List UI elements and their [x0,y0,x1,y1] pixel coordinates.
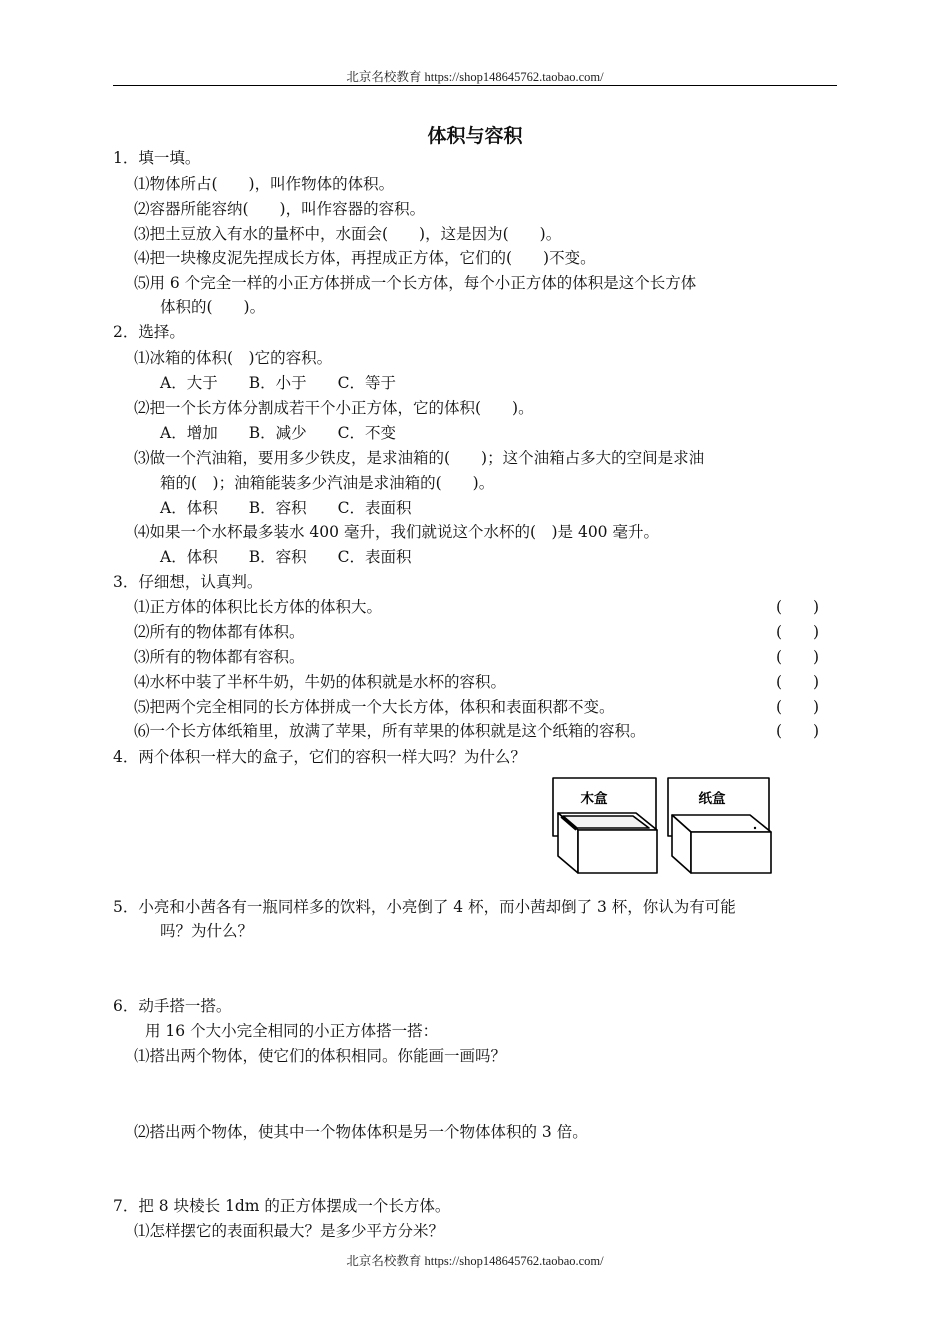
q1-item-4: ⑷把一块橡皮泥先捏成长方体，再捏成正方体，它们的( )不变。 [134,249,596,267]
q2-item-3: ⑶做一个汽油箱，要用多少铁皮，是求油箱的( )；这个油箱占多大的空间是求油 [134,449,705,467]
q2-item-3-cont: 箱的( )；油箱能装多少汽油是求油箱的( )。 [160,474,495,492]
q3-item-6: ⑹一个长方体纸箱里，放满了苹果，所有苹果的体积就是这个纸箱的容积。 [134,722,646,740]
q6-item-1: ⑴搭出两个物体，使它们的体积相同。你能画一画吗？ [134,1047,507,1065]
q1-item-5-cont: 体积的( )。 [160,298,266,316]
page-footer: 北京名校教育 https://shop148645762.taobao.com/ [346,1254,604,1268]
q3-answer-paren-6: ( ) [776,722,820,740]
q1-item-3: ⑶把土豆放入有水的量杯中，水面会( )，这是因为( )。 [134,225,562,243]
q2-heading: 2．选择。 [113,323,185,341]
q3-answer-paren-5: ( ) [776,698,820,716]
boxes-illustration [550,775,775,877]
q4-heading: 4．两个体积一样大的盒子，它们的容积一样大吗？为什么？ [113,748,526,766]
q3-item-5: ⑸把两个完全相同的长方体拼成一个大长方体，体积和表面积都不变。 [134,698,615,716]
q2-options-1: A．大于 B．小于 C．等于 [160,374,396,392]
q3-answer-paren-1: ( ) [776,598,820,616]
q7-item-1: ⑴怎样摆它的表面积最大？是多少平方分米？ [134,1222,445,1240]
q5-line-1: 5．小亮和小茜各有一瓶同样多的饮料，小亮倒了 4 杯，而小茜却倒了 3 杯，你认为有可能 [113,898,736,916]
page-header: 北京名校教育 https://shop148645762.taobao.com/ [346,70,604,84]
q2-options-3: A．体积 B．容积 C．表面积 [160,499,412,517]
q1-heading: 1．填一填。 [113,149,201,167]
q3-item-3: ⑶所有的物体都有容积。 [134,648,305,666]
q3-item-1: ⑴正方体的体积比长方体的体积大。 [134,598,383,616]
q2-options-2: A．增加 B．减少 C．不变 [160,424,396,442]
q2-options-4: A．体积 B．容积 C．表面积 [160,548,412,566]
paper-box-label: 纸盒 [698,791,726,807]
q3-answer-paren-3: ( ) [776,648,820,666]
page-title: 体积与容积 [427,125,523,147]
q1-item-5: ⑸用 6 个完全一样的小正方体拼成一个长方体，每个小正方体的体积是这个长方体 [134,274,697,292]
q2-item-4: ⑷如果一个水杯最多装水 400 毫升，我们就说这个水杯的( )是 400 毫升。 [134,523,659,541]
q3-answer-paren-4: ( ) [776,673,820,691]
q3-heading: 3．仔细想，认真判。 [113,573,263,591]
q1-item-2: ⑵容器所能容纳( )，叫作容器的容积。 [134,200,426,218]
q3-item-4: ⑷水杯中装了半杯牛奶，牛奶的体积就是水杯的容积。 [134,673,507,691]
q3-item-2: ⑵所有的物体都有体积。 [134,623,305,641]
wood-box-label: 木盒 [580,791,608,807]
q2-item-1: ⑴冰箱的体积( )它的容积。 [134,349,333,367]
q3-answer-paren-2: ( ) [776,623,820,641]
q1-item-1: ⑴物体所占( )，叫作物体的体积。 [134,175,395,193]
q6-intro: 用 16 个大小完全相同的小正方体搭一搭： [145,1022,439,1040]
q7-heading: 7．把 8 块棱长 1dm 的正方体摆成一个长方体。 [113,1197,451,1215]
q6-heading: 6．动手搭一搭。 [113,997,232,1015]
q2-item-2: ⑵把一个长方体分割成若干个小正方体，它的体积( )。 [134,399,534,417]
q5-line-2: 吗？为什么？ [160,922,254,940]
header-rule [113,85,837,86]
q6-item-2: ⑵搭出两个物体，使其中一个物体体积是另一个物体体积的 3 倍。 [134,1123,588,1141]
